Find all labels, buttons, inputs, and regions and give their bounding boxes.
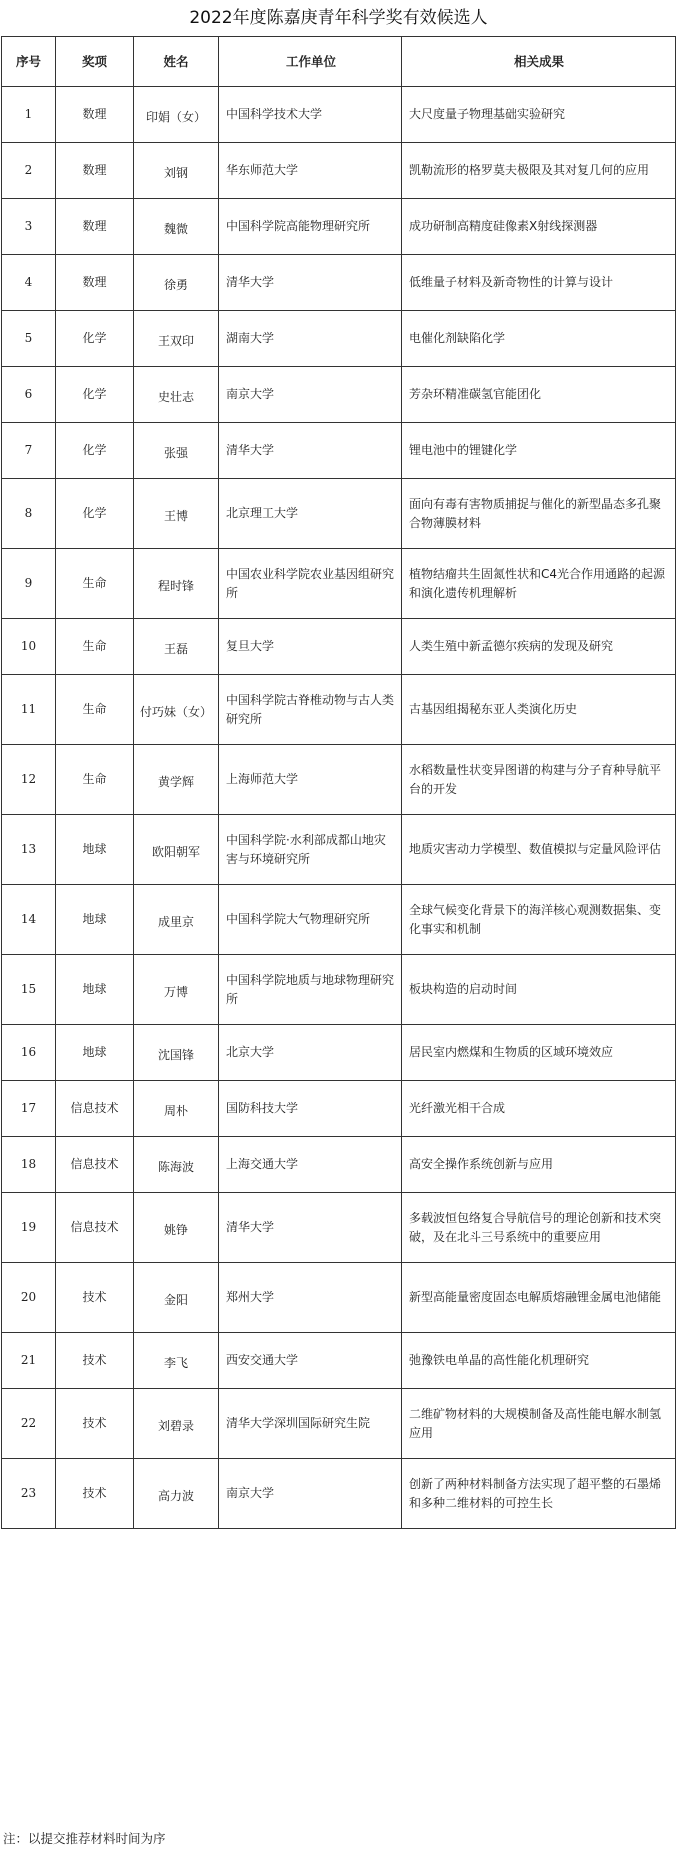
cell-unit: 中国科学院高能物理研究所 [219, 199, 402, 255]
cell-unit: 郑州大学 [219, 1263, 402, 1333]
table-row [2, 199, 676, 255]
cell-no: 18 [2, 1137, 56, 1193]
cell-unit: 清华大学 [219, 255, 402, 311]
cell-name: 王磊 [134, 619, 219, 675]
cell-award: 化学 [56, 311, 134, 367]
cell-no: 10 [2, 619, 56, 675]
cell-no: 1 [2, 87, 56, 143]
cell-unit: 上海师范大学 [219, 745, 402, 815]
cell-unit: 中国科学院古脊椎动物与古人类研究所 [219, 675, 402, 745]
cell-name: 万博 [134, 955, 219, 1025]
cell-no: 7 [2, 423, 56, 479]
cell-name: 史壮志 [134, 367, 219, 423]
cell-name: 陈海波 [134, 1137, 219, 1193]
cell-achievement: 二维矿物材料的大规模制备及高性能电解水制氢应用 [402, 1389, 676, 1459]
cell-award: 数理 [56, 143, 134, 199]
cell-name: 沈国锋 [134, 1025, 219, 1081]
table-row [2, 885, 676, 955]
cell-achievement: 居民室内燃煤和生物质的区域环境效应 [402, 1025, 676, 1081]
cell-award: 信息技术 [56, 1193, 134, 1263]
cell-name: 付巧妹（女） [134, 675, 219, 745]
cell-achievement: 新型高能量密度固态电解质熔融锂金属电池储能 [402, 1263, 676, 1333]
cell-unit: 清华大学 [219, 423, 402, 479]
cell-name: 魏微 [134, 199, 219, 255]
cell-no: 20 [2, 1263, 56, 1333]
cell-award: 生命 [56, 619, 134, 675]
cell-name: 黄学辉 [134, 745, 219, 815]
cell-award: 技术 [56, 1389, 134, 1459]
cell-name: 刘钢 [134, 143, 219, 199]
cell-award: 地球 [56, 1025, 134, 1081]
cell-unit: 北京理工大学 [219, 479, 402, 549]
cell-unit: 西安交通大学 [219, 1333, 402, 1389]
header-unit: 工作单位 [219, 37, 402, 87]
cell-no: 9 [2, 549, 56, 619]
table-row [2, 815, 676, 885]
table-row [2, 549, 676, 619]
table-row [2, 619, 676, 675]
cell-name: 高力波 [134, 1459, 219, 1529]
cell-award: 生命 [56, 675, 134, 745]
cell-award: 化学 [56, 367, 134, 423]
cell-award: 化学 [56, 423, 134, 479]
cell-no: 15 [2, 955, 56, 1025]
cell-award: 地球 [56, 815, 134, 885]
header-award: 奖项 [56, 37, 134, 87]
cell-unit: 南京大学 [219, 1459, 402, 1529]
cell-unit: 南京大学 [219, 367, 402, 423]
cell-unit: 清华大学 [219, 1193, 402, 1263]
cell-achievement: 锂电池中的锂键化学 [402, 423, 676, 479]
cell-unit: 华东师范大学 [219, 143, 402, 199]
cell-achievement: 电催化剂缺陷化学 [402, 311, 676, 367]
cell-achievement: 光纤激光相干合成 [402, 1081, 676, 1137]
cell-achievement: 水稻数量性状变异图谱的构建与分子育种导航平台的开发 [402, 745, 676, 815]
cell-achievement: 高安全操作系统创新与应用 [402, 1137, 676, 1193]
cell-name: 徐勇 [134, 255, 219, 311]
cell-achievement: 创新了两种材料制备方法实现了超平整的石墨烯和多种二维材料的可控生长 [402, 1459, 676, 1529]
cell-no: 5 [2, 311, 56, 367]
cell-award: 生命 [56, 549, 134, 619]
table-row [2, 1389, 676, 1459]
cell-no: 8 [2, 479, 56, 549]
table-row [2, 955, 676, 1025]
cell-no: 13 [2, 815, 56, 885]
cell-name: 王博 [134, 479, 219, 549]
table-row [2, 255, 676, 311]
cell-award: 技术 [56, 1333, 134, 1389]
cell-name: 姚铮 [134, 1193, 219, 1263]
cell-no: 11 [2, 675, 56, 745]
cell-unit: 复旦大学 [219, 619, 402, 675]
page-title: 2022年度陈嘉庚青年科学奖有效候选人 [189, 8, 488, 28]
cell-achievement: 低维量子材料及新奇物性的计算与设计 [402, 255, 676, 311]
table-row [2, 143, 676, 199]
table-row [2, 1333, 676, 1389]
cell-achievement: 大尺度量子物理基础实验研究 [402, 87, 676, 143]
cell-achievement: 植物结瘤共生固氮性状和C4光合作用通路的起源和演化遗传机理解析 [402, 549, 676, 619]
cell-no: 14 [2, 885, 56, 955]
candidates-table [1, 36, 676, 1529]
cell-achievement: 凯勒流形的格罗莫夫极限及其对复几何的应用 [402, 143, 676, 199]
cell-achievement: 人类生殖中新孟德尔疾病的发现及研究 [402, 619, 676, 675]
table-row [2, 1137, 676, 1193]
cell-no: 21 [2, 1333, 56, 1389]
cell-no: 19 [2, 1193, 56, 1263]
table-row [2, 1025, 676, 1081]
cell-achievement: 板块构造的启动时间 [402, 955, 676, 1025]
cell-achievement: 弛豫铁电单晶的高性能化机理研究 [402, 1333, 676, 1389]
cell-unit: 中国科学院地质与地球物理研究所 [219, 955, 402, 1025]
cell-unit: 湖南大学 [219, 311, 402, 367]
cell-no: 2 [2, 143, 56, 199]
cell-name: 印娟（女） [134, 87, 219, 143]
cell-name: 王双印 [134, 311, 219, 367]
header-no: 序号 [2, 37, 56, 87]
cell-award: 技术 [56, 1263, 134, 1333]
table-row [2, 1459, 676, 1529]
header-achievement: 相关成果 [402, 37, 676, 87]
cell-name: 周朴 [134, 1081, 219, 1137]
table-row [2, 311, 676, 367]
cell-achievement: 全球气候变化背景下的海洋核心观测数据集、变化事实和机制 [402, 885, 676, 955]
cell-achievement: 芳杂环精准碳氢官能团化 [402, 367, 676, 423]
table-row [2, 1263, 676, 1333]
cell-unit: 北京大学 [219, 1025, 402, 1081]
cell-award: 地球 [56, 955, 134, 1025]
cell-no: 16 [2, 1025, 56, 1081]
cell-award: 数理 [56, 87, 134, 143]
table-row [2, 1081, 676, 1137]
table-row [2, 675, 676, 745]
cell-award: 生命 [56, 745, 134, 815]
cell-award: 数理 [56, 255, 134, 311]
table-row [2, 367, 676, 423]
cell-name: 李飞 [134, 1333, 219, 1389]
cell-award: 信息技术 [56, 1081, 134, 1137]
cell-name: 成里京 [134, 885, 219, 955]
cell-name: 刘碧录 [134, 1389, 219, 1459]
table-header-row [2, 37, 676, 87]
cell-unit: 上海交通大学 [219, 1137, 402, 1193]
cell-unit: 中国科学院·水利部成都山地灾害与环境研究所 [219, 815, 402, 885]
cell-unit: 中国科学院大气物理研究所 [219, 885, 402, 955]
cell-unit: 中国科学技术大学 [219, 87, 402, 143]
cell-award: 地球 [56, 885, 134, 955]
cell-no: 23 [2, 1459, 56, 1529]
table-row [2, 479, 676, 549]
footnote: 注：以提交推荐材料时间为序 [3, 1831, 166, 1846]
cell-unit: 中国农业科学院农业基因组研究所 [219, 549, 402, 619]
cell-no: 4 [2, 255, 56, 311]
cell-name: 金阳 [134, 1263, 219, 1333]
cell-achievement: 地质灾害动力学模型、数值模拟与定量风险评估 [402, 815, 676, 885]
table-row [2, 423, 676, 479]
table-row [2, 1193, 676, 1263]
cell-award: 化学 [56, 479, 134, 549]
table-body [2, 87, 676, 1529]
header-name: 姓名 [134, 37, 219, 87]
cell-achievement: 多载波恒包络复合导航信号的理论创新和技术突破，及在北斗三号系统中的重要应用 [402, 1193, 676, 1263]
cell-name: 欧阳朝军 [134, 815, 219, 885]
cell-name: 张强 [134, 423, 219, 479]
cell-achievement: 成功研制高精度硅像素X射线探测器 [402, 199, 676, 255]
cell-achievement: 古基因组揭秘东亚人类演化历史 [402, 675, 676, 745]
cell-award: 数理 [56, 199, 134, 255]
cell-no: 3 [2, 199, 56, 255]
table-row [2, 87, 676, 143]
cell-no: 17 [2, 1081, 56, 1137]
cell-award: 技术 [56, 1459, 134, 1529]
cell-award: 信息技术 [56, 1137, 134, 1193]
cell-no: 12 [2, 745, 56, 815]
cell-unit: 国防科技大学 [219, 1081, 402, 1137]
table-row [2, 745, 676, 815]
cell-no: 22 [2, 1389, 56, 1459]
cell-name: 程时锋 [134, 549, 219, 619]
cell-achievement: 面向有毒有害物质捕捉与催化的新型晶态多孔聚合物薄膜材料 [402, 479, 676, 549]
cell-unit: 清华大学深圳国际研究生院 [219, 1389, 402, 1459]
cell-no: 6 [2, 367, 56, 423]
